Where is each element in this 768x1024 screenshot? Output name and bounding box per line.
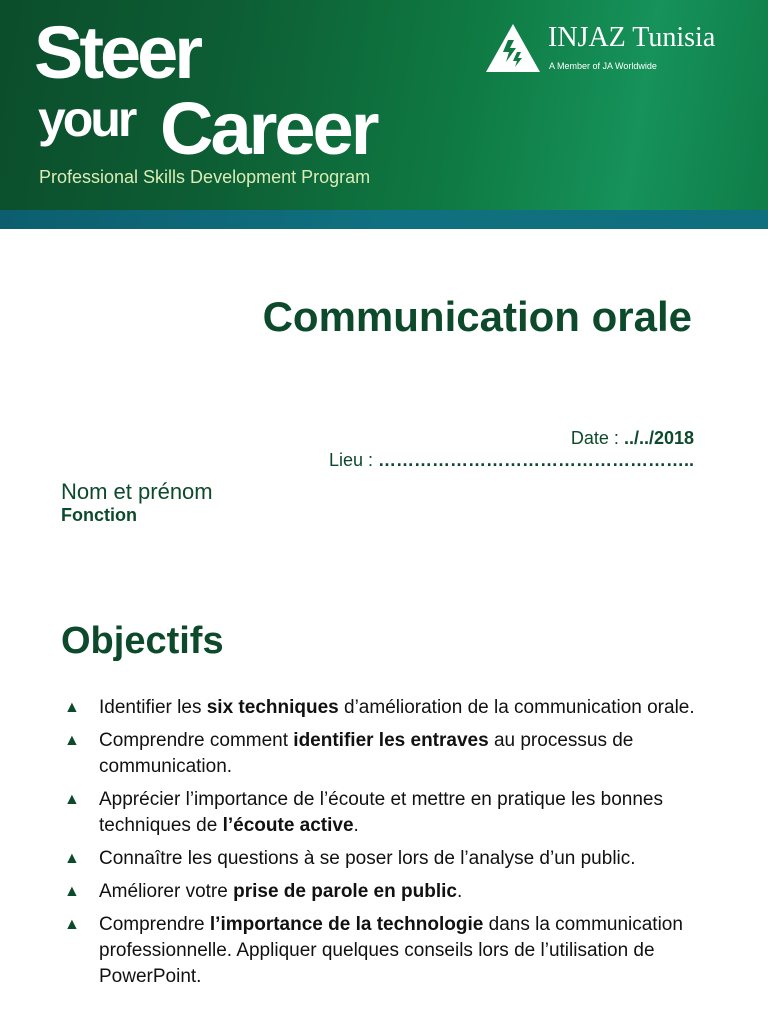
objective-text: Identifier les — [99, 697, 207, 718]
objective-emphasis: six techniques — [206, 697, 339, 718]
objective-text: au processus de communication. — [99, 730, 634, 777]
objective-text: Apprécier l’importance de l’écoute et mettre en pratique les bonnes techniques de — [99, 789, 663, 836]
objective-emphasis: identifier les entraves — [293, 730, 489, 751]
objective-emphasis: l’écoute active — [222, 815, 354, 836]
objective-text: . — [353, 815, 359, 836]
triangle-bullet-icon: ▲ — [64, 850, 80, 867]
brand-steer-text: Steer — [34, 11, 200, 94]
location-label: Lieu : — [328, 450, 378, 470]
objective-text: Comprendre — [99, 914, 210, 935]
list-item — [62, 879, 712, 905]
triangle-bullet-icon: ▲ — [64, 791, 80, 808]
list-item — [62, 912, 712, 990]
objective-text: Comprendre comment — [99, 730, 294, 751]
role-label: Fonction — [61, 505, 137, 525]
objective-emphasis: prise de parole en public — [233, 881, 457, 902]
brand-career-text: Career — [160, 87, 377, 170]
objective-text: . — [456, 881, 463, 902]
date-value: ../../2018 — [623, 428, 694, 448]
triangle-bullet-icon: ▲ — [64, 916, 80, 933]
objective-text: Connaître les questions à se poser lors de l’analyse d’un public. — [99, 848, 636, 869]
injaz-logo-icon — [484, 22, 542, 74]
document-title: Communication orale — [262, 293, 692, 340]
triangle-bullet-icon: ▲ — [64, 732, 80, 749]
list-item — [62, 787, 712, 839]
triangle-bullet-icon: ▲ — [64, 699, 80, 716]
date-line — [571, 429, 694, 447]
list-item — [62, 728, 712, 780]
objective-text: Améliorer votre — [99, 881, 234, 902]
org-tagline: A Member of JA Worldwide — [549, 61, 657, 71]
objective-emphasis: l’importance de la technologie — [209, 914, 484, 935]
org-name: INJAZ Tunisia — [548, 22, 716, 53]
objective-text: d’amélioration de la communication orale. — [338, 697, 695, 718]
name-label: Nom et prénom — [61, 479, 213, 504]
date-label: Date : — [570, 428, 624, 448]
brand-your-text: your — [38, 91, 135, 147]
location-line — [329, 451, 694, 469]
objectives-heading: Objectifs — [61, 620, 224, 662]
list-item — [62, 695, 712, 721]
list-item — [62, 846, 712, 872]
header-banner — [0, 0, 768, 210]
banner-stripe — [0, 210, 768, 229]
triangle-bullet-icon: ▲ — [64, 883, 80, 900]
objective-text: dans la communication professionnelle. Appliquer quelques conseils lors de l’utilisation de PowerPoint. — [99, 914, 683, 987]
objectives-list — [62, 695, 712, 997]
program-subtitle: Professional Skills Development Program — [39, 167, 371, 187]
location-value: …………………………………………….. — [377, 450, 694, 470]
